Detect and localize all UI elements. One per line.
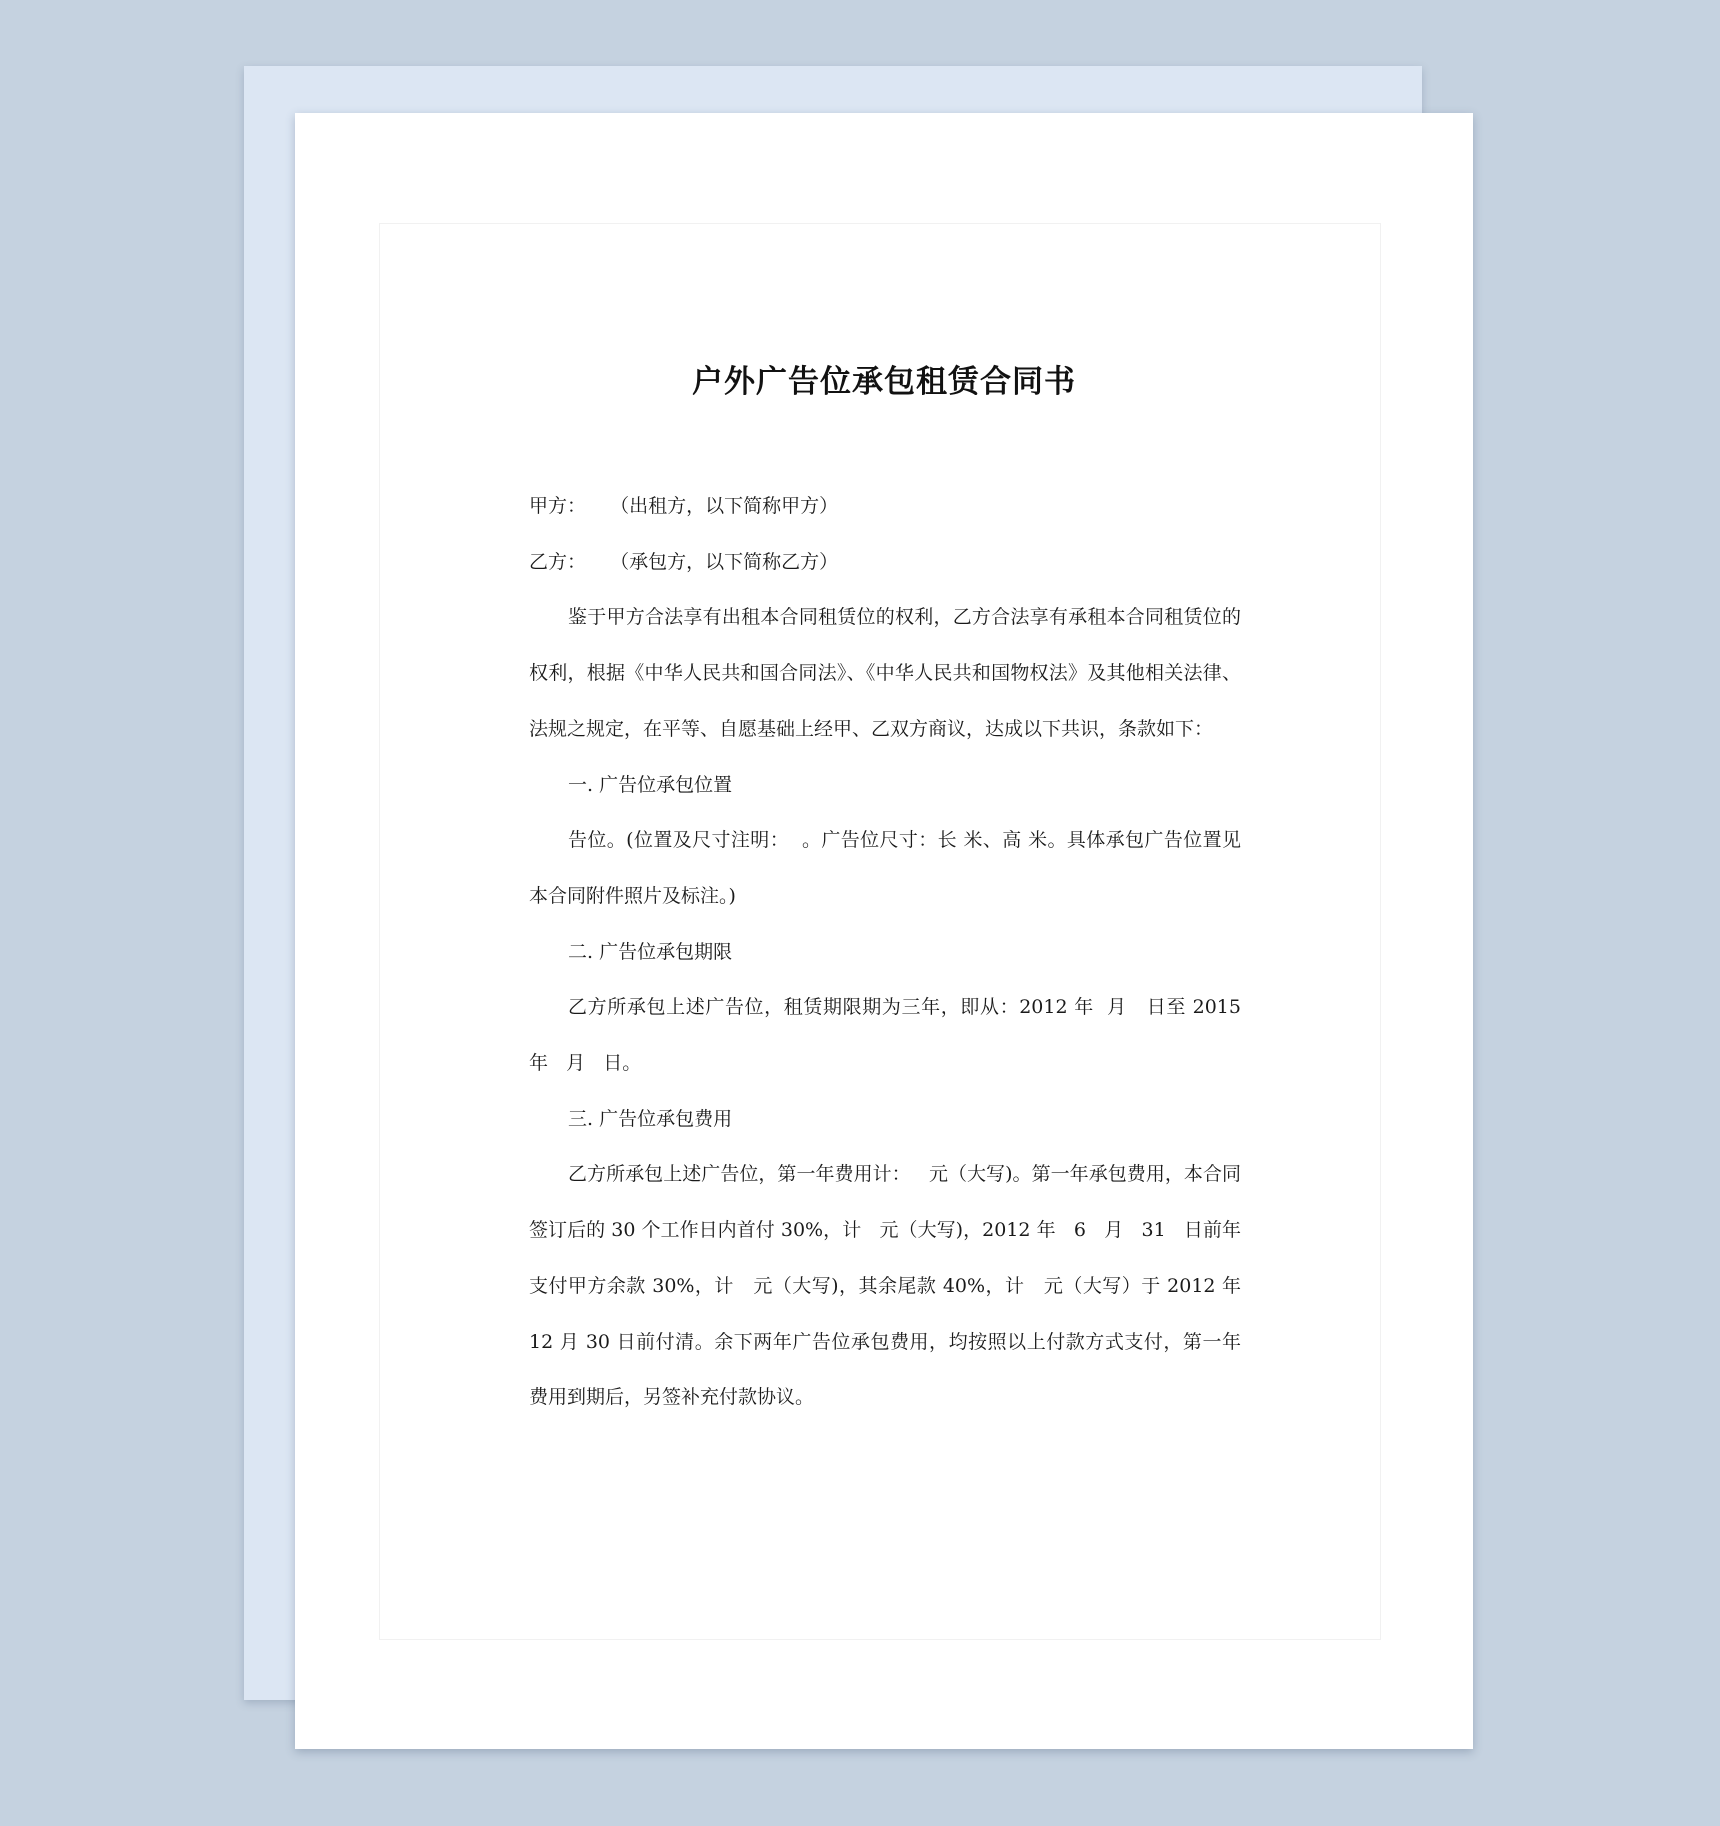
section-heading: 一. 广告位承包位置 <box>568 773 733 796</box>
section-heading: 三. 广告位承包费用 <box>568 1107 733 1130</box>
document-body <box>529 479 1248 1426</box>
section-paragraph: 乙方所承包上述广告位，租赁期限期为三年，即从：2012 年 月 日至 2015 年 月 日。 <box>529 996 1248 1075</box>
section-paragraph: 告位。(位置及尺寸注明： 。广告位尺寸：长 米、高 米。具体承包广告位置见本合同附件照片及标注。) <box>529 829 1241 907</box>
section-paragraph: 乙方所承包上述广告位，第一年费用计： 元（大写)。第一年承包费用，本合同签订后的 30 个工作日内首付 30%，计 元（大写)，2012 年 6 月 31 日前年支付甲方余款 30%，计 元（大写)，其余尾款 40%，计 元（大写）于 2012 年 12 月 30 日前付清。余下两年广告位承包费用，均按照以上付款方式支付，第一年费用到期后，另签补充付款协议。 <box>529 1163 1248 1409</box>
document-title: 户外广告位承包租赁合同书 <box>692 364 1076 400</box>
party-a-line: 甲方： （出租方，以下简称甲方） <box>529 495 839 517</box>
document-page <box>295 113 1473 1749</box>
preamble-paragraph: 鉴于甲方合法享有出租本合同租赁位的权利，乙方合法享有承租本合同租赁位的权利，根据《中华人民共和国合同法》、《中华人民共和国物权法》及其他相关法律、法规之规定，在平等、自愿基础上经甲、乙双方商议，达成以下共识，条款如下： <box>529 606 1241 740</box>
section-heading: 二. 广告位承包期限 <box>568 940 733 963</box>
party-b-line: 乙方： （承包方，以下简称乙方） <box>529 550 839 573</box>
